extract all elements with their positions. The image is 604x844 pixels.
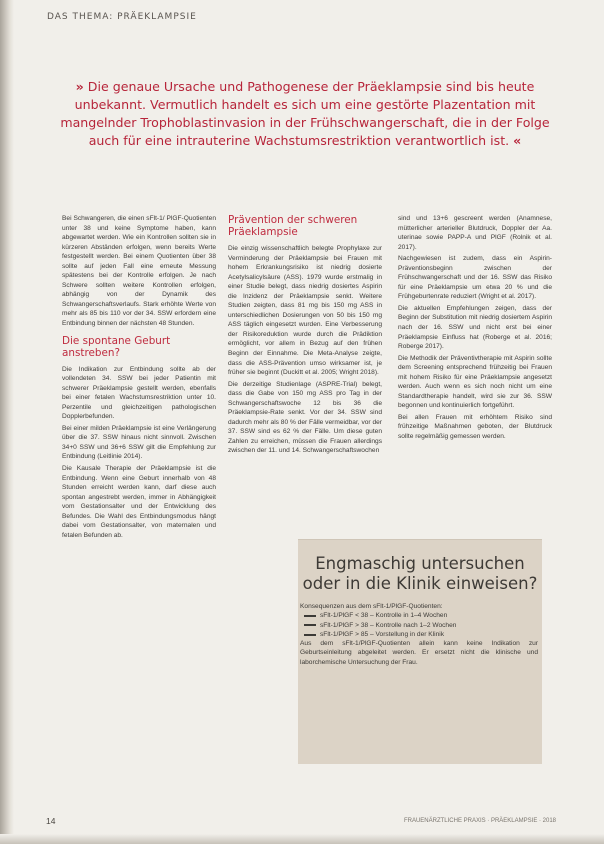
section-header: DAS THEMA: PRÄEKLAMPSIE xyxy=(47,12,197,22)
dash-marker-icon xyxy=(304,634,316,636)
page-gutter-shadow xyxy=(0,0,14,844)
info-box xyxy=(298,539,542,764)
paragraph: sind und 13+6 gescreent werden (Anamnese, mütterlicher arterieller Blutdruck, Doppler der Aa. uterinae sowie PAPP-A und PlGF (Rolnik et al. 2017). xyxy=(398,215,552,251)
paragraph: Bei allen Frauen mit erhöhtem Risiko sind frühzeitige Maßnahmen geboten, der Blutdruck sollte regelmäßig gemessen werden. xyxy=(398,413,552,441)
paragraph: Die Indikation zur Entbindung sollte ab der vollendeten 34. SSW bei jeder Patientin mit schwerer Präeklampsie gestellt werden, ebenfalls bei einer fetalen Wachstumsrestriktion unter 10. Perzentile und gleichzeitigen pathologischen Dopplerbefunden. xyxy=(62,365,216,421)
info-box-body xyxy=(298,602,542,667)
quote-text: Die genaue Ursache und Pathogenese der Präeklampsie sind bis heute unbekannt. Vermutlich handelt es sich um eine gestörte Plazentation mit mangelnder Trophoblastinvasion in der Frühschwangerschaft, die in der Folge auch für eine intrauterine Wachstumsrestriktion verantwortlich ist. xyxy=(60,79,550,148)
quote-close-mark: « xyxy=(513,133,522,148)
info-box-row-text: sFlt-1/PlGF > 85 – Vorstellung in der Klinik xyxy=(320,630,445,638)
journal-reference: FRAUENÄRZTLICHE PRAXIS · PRÄEKLAMPSIE · 2018 xyxy=(403,818,556,824)
subheading-spontane-geburt: Die spontane Geburt anstreben? xyxy=(62,334,171,359)
page-bottom-shadow xyxy=(0,834,604,844)
info-box-row xyxy=(300,630,538,639)
info-box-note: Aus dem sFlt-1/PlGF-Quotienten allein kann keine Indikation zur Geburtseinleitung abgeleitet werden. Er ersetzt nicht die klinische und laborchemische Untersuchung der Frau. xyxy=(300,640,538,666)
quote-open-mark: » xyxy=(75,79,84,94)
pull-quote xyxy=(60,78,550,150)
dash-marker-icon xyxy=(304,624,316,626)
paragraph: Die Kausale Therapie der Präeklampsie ist die Entbindung. Wenn eine Geburt innerhalb von 48 Stunden erreicht werden kann, darf diese auch spontan angestrebt werden, immer in Abhängigkeit vom Gestationsalter und der Entwicklung des Befundes. Die Wahl des Entbindungsmodus hängt dabei vom Gestationsalter, von maternalen und fetalen Befunden ab. xyxy=(62,465,216,539)
info-box-row-text: sFlt-1/PlGF > 38 – Kontrolle nach 1–2 Wochen xyxy=(320,621,457,629)
info-box-row-text: sFlt-1/PlGF < 38 – Kontrolle in 1–4 Wochen xyxy=(320,612,448,620)
info-box-intro: Konsequenzen aus dem sFlt-1/PlGF-Quotienten: xyxy=(300,603,443,610)
info-box-title: Engmaschig untersuchen oder in die Klinik einweisen? xyxy=(302,554,538,593)
paragraph: Bei einer milden Präeklampsie ist eine Verlängerung über die 37. SSW hinaus nicht sinnvoll. Zwischen 34+0 SSW und 36+6 SSW gilt die Empfehlung zur Entbindung (Leitlinie 2014). xyxy=(62,424,216,461)
subheading-praevention: Prävention der schweren Präeklampsie xyxy=(228,214,358,238)
paragraph: Die Methodik der Präventivtherapie mit Aspirin sollte dem Screening entsprechend frühzeitig bei Frauen mit hohem Risiko für eine Präeklampsie angesetzt werden. Auch wenn es sich noch nicht um eine Standardtherapie handelt, wird sie zur 36. SSW begonnen und kontinuierlich fortgeführt. xyxy=(398,354,552,410)
info-box-row xyxy=(300,621,538,630)
column-3 xyxy=(398,214,552,444)
paragraph: Die aktuellen Empfehlungen zeigen, dass der Beginn der Substitution mit niedrig dosiertem Aspirin nach der 16. SSW und nicht erst bei einer Präeklampsie Einfluss hat (Roberge et al. 2016; Roberge 2017). xyxy=(398,304,552,351)
info-box-row xyxy=(300,611,538,620)
paragraph: Bei Schwangeren, die einen sFlt-1/ PlGF-Quotienten unter 38 und keine Symptome haben, kann abgewartet werden. Wie ein Kontrollen sollten sie in kürzeren Abständen erfolgen, wenn bereits Werte festgestellt werden. Bei einem Quotienten über 38 sollte auf jeden Fall eine erneute Messung spätestens bei der Kontrolle erfolgen. Je nach Schwere sollten weitere Kontrollen erfolgen, abhängig von der Dynamik des Schwangerschaftsverlaufs. Stark erhöhte Werte von mehr als 85 bis 110 vor der 34. SSW erfordern eine Entbindung binnen der nächsten 48 Stunden. xyxy=(62,215,216,328)
paragraph: Die einzig wissenschaftlich belegte Prophylaxe zur Verminderung der Präeklampsie bei Frauen mit hohem Erkrankungsrisiko ist niedrig dosierte Acetylsalicylsäure (ASS). 1979 wurde erstmalig in einer Studie belegt, dass niedrig dosiertes Aspirin die Inzidenz der Präeklampsie senkt. Weitere Studien zeigten, dass 81 mg bis 150 mg ASS in unterschiedlichen Dosierungen von 50 bis 150 mg ASS täglich eingesetzt wurden. Eine Verbesserung der Risikoreduktion wurde durch die Prädiktion ermöglicht, vor allem in Bezug auf den frühen Beginn der Einnahme. Die Meta-Analyse zeigte, dass die ASS-Prävention umso wirksamer ist, je früher sie beginnt (Duckitt et al. 2005; Wright 2018). xyxy=(228,245,382,377)
page-number: 14 xyxy=(46,816,56,826)
dash-marker-icon xyxy=(304,615,316,617)
column-1 xyxy=(62,214,216,542)
paragraph: Die derzeitige Studienlage (ASPRE-Trial) belegt, dass die Gabe von 150 mg ASS pro Tag in der Schwangerschaftswoche 12 bis 36 die Präeklampsie-Rate senkt. Vor der 34. SSW sind dadurch mehr als 80 % der Fälle vermeidbar, vor der 37. SSW sind es 62 % der Fälle. Um diese guten Zahlen zu erreichen, müssen die Frauen allerdings zwischen der 11. und 14. Schwangerschaftswochen xyxy=(228,380,382,455)
paragraph: Nachgewiesen ist zudem, dass ein Aspirin-Präventionsbeginn zwischen der Frühschwangerschaft und der 16. SSW das Risiko für eine Präeklampsie um etwa 20 % und die Frühgeburtenrate reduziert (Wright et al. 2017). xyxy=(398,255,552,301)
column-2 xyxy=(228,214,382,458)
